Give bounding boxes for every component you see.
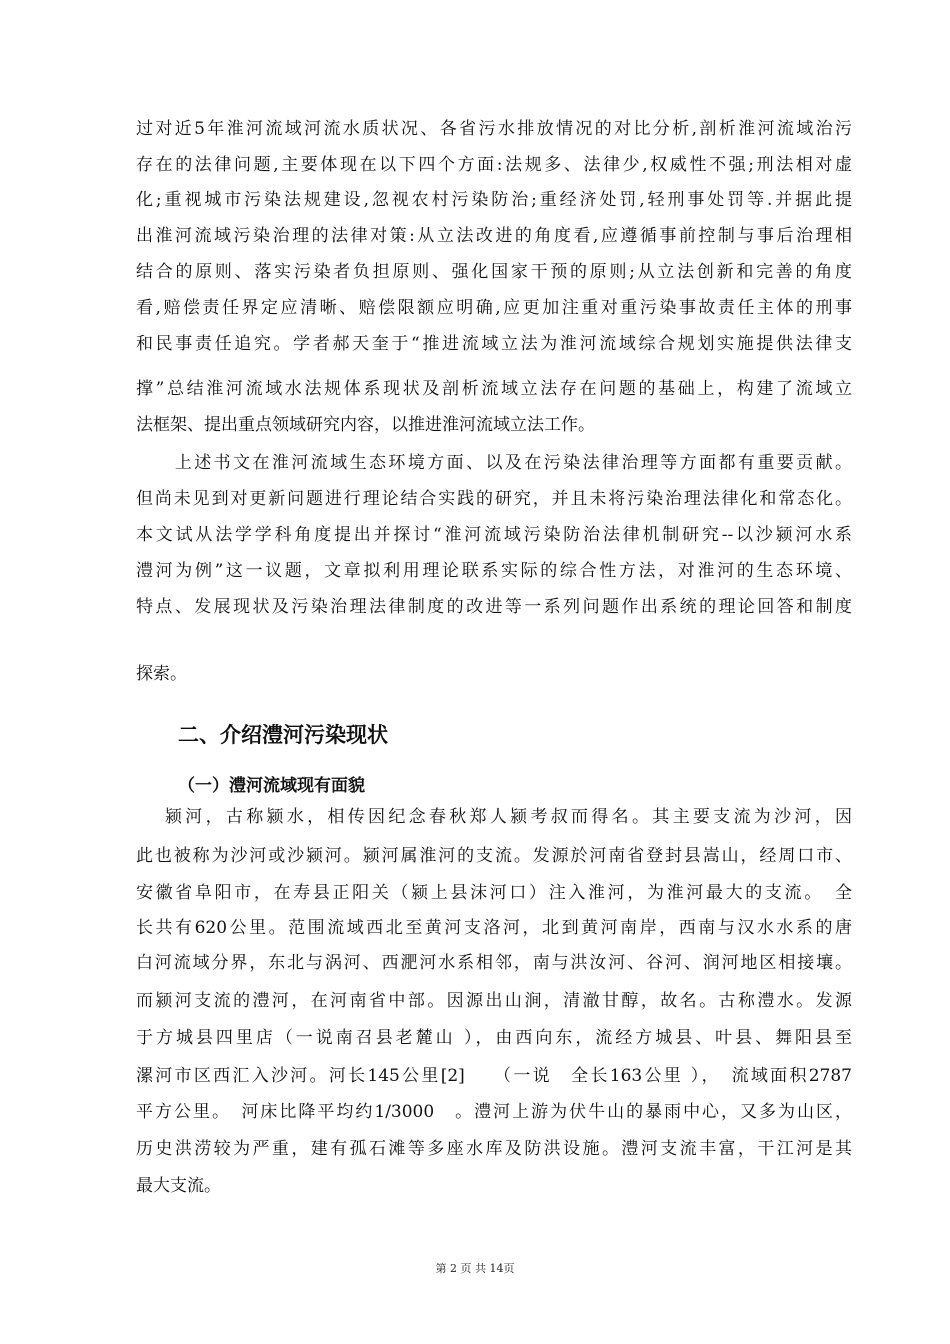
text-line: 白河流域分界，东北与涡河、西淝河水系相邻，南与洪汝河、谷河、润河地区相接壤。 <box>136 953 852 973</box>
text-line: 和民事责任追究。学者郝天奎于“推进流域立法为淮河流域综合规划实施提供法律支 <box>136 334 852 354</box>
text-line: 法框架、提出重点领域研究内容，以推进淮河流域立法工作。 <box>136 415 595 435</box>
text-line: 颍河，古称颍水，相传因纪念春秋郑人颍考叔而得名。其主要支流为沙河，因 <box>136 807 852 827</box>
text-line: 看,赔偿责任界定应清晰、赔偿限额应明确,应更加注重对重污染事故责任主体的刑事 <box>136 298 852 318</box>
text-line: 存在的法律问题,主要体现在以下四个方面:法规多、法律少,权威性不强;刑法相对虚 <box>136 155 852 175</box>
text-line: 最大支流。 <box>136 1176 221 1196</box>
page-number-footer: 第 2 页 共 14页 <box>435 1262 515 1275</box>
text-line: 平方公里。 河床比降平均约1/3000 。澧河上游为伏牛山的暴雨中心，又多为山区， <box>136 1102 852 1122</box>
text-line: 上述书文在淮河流域生态环境方面、以及在污染法律治理等方面都有重要贡献。 <box>136 453 852 473</box>
text-line: 漯河市区西汇入沙河。河长145公里[2] （一说 全长163公里 ）， 流域面积2787 <box>136 1066 852 1086</box>
text-line: 于方城县四里店（一说南召县老麓山 ），由西向东，流经方城县、叶县、舞阳县至 <box>136 1028 852 1048</box>
text-line: 而颍河支流的澧河，在河南省中部。因源出山涧，清澈甘醇，故名。古称澧水。发源 <box>136 991 852 1011</box>
text-line: 历史洪涝较为严重，建有孤石滩等多座水库及防洪设施。澧河支流丰富，干江河是其 <box>136 1139 852 1159</box>
text-line: 探索。 <box>136 664 187 684</box>
text-line: 撑”总结淮河流域水法规体系现状及剖析流域立法存在问题的基础上，构建了流域立 <box>136 379 852 399</box>
text-line: 化;重视城市污染法规建设,忽视农村污染防治;重经济处罚,轻刑事处罚等.并据此提 <box>136 190 852 210</box>
text-line: 但尚未见到对更新问题进行理论结合实践的研究，并且未将污染治理法律化和常态化。 <box>136 489 852 509</box>
text-line: 过对近5年淮河流域河流水质状况、各省污水排放情况的对比分析,剖析淮河流域治污 <box>136 119 852 139</box>
text-line: 本文试从法学学科角度提出并探讨“淮河流域污染防治法律机制研究--以沙颍河水系 <box>136 525 852 545</box>
subsection-heading: （一）澧河流域现有面貌 <box>178 776 365 796</box>
text-line: 安徽省阜阳市，在寿县正阳关（颍上县沫河口）注入淮河，为淮河最大的支流。 全 <box>136 883 852 903</box>
text-line: 澧河为例”这一议题，文章拟利用理论联系实际的综合性方法，对淮河的生态环境、 <box>136 561 852 581</box>
text-line: 此也被称为沙河或沙颍河。颍河属淮河的支流。发源於河南省登封县嵩山，经周口市、 <box>136 846 852 866</box>
text-line: 长共有620公里。范围流域西北至黄河支洛河，北到黄河南岸，西南与汉水水系的唐 <box>136 918 852 938</box>
text-line: 特点、发展现状及污染治理法律制度的改进等一系列问题作出系统的理论回答和制度 <box>136 597 852 617</box>
text-line: 结合的原则、落实污染者负担原则、强化国家干预的原则;从立法创新和完善的角度 <box>136 262 852 282</box>
text-line: 出淮河流域污染治理的法律对策:从立法改进的角度看,应遵循事前控制与事后治理相 <box>136 226 852 246</box>
section-heading: 二、介绍澧河污染现状 <box>178 723 388 747</box>
